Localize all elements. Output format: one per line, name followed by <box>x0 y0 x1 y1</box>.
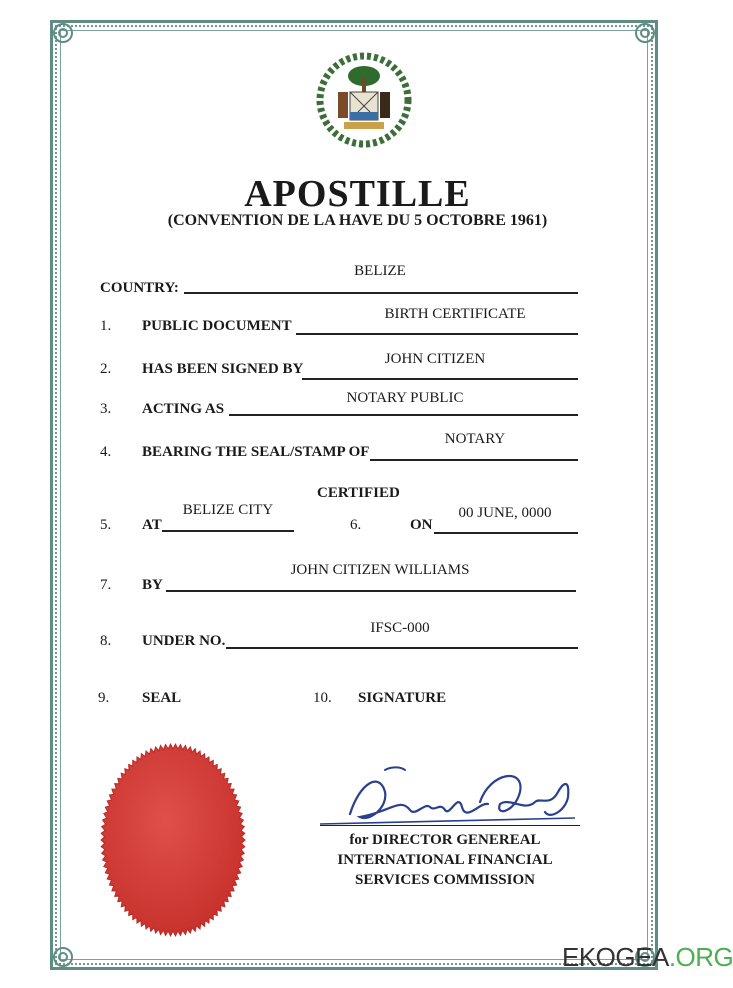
acting-as-line <box>229 414 578 416</box>
seal-stamp-value: NOTARY <box>444 431 506 447</box>
corner-ornament-icon <box>632 20 658 46</box>
signed-by-value: JOHN CITIZEN <box>384 351 486 367</box>
seal-stamp-line <box>370 459 578 461</box>
public-document-label: PUBLIC DOCUMENT <box>142 318 292 334</box>
corner-ornament-icon <box>50 944 76 970</box>
coat-of-arms-emblem <box>314 48 414 158</box>
at-line <box>162 530 294 532</box>
officer-title-line3: SERVICES COMMISSION <box>355 872 535 888</box>
country-line <box>184 292 578 294</box>
under-no-label: UNDER NO. <box>142 633 226 649</box>
item-number: 9. <box>98 690 110 706</box>
by-label: BY <box>142 577 163 593</box>
public-document-value: BIRTH CERTIFICATE <box>384 306 526 322</box>
acting-as-label: ACTING AS <box>142 401 225 417</box>
item-number: 1. <box>100 318 112 334</box>
item-number: 2. <box>100 361 112 377</box>
under-no-value: IFSC-000 <box>370 620 430 636</box>
under-no-line <box>226 647 578 649</box>
item-number: 7. <box>100 577 112 593</box>
item-number: 4. <box>100 444 112 460</box>
item-number: 3. <box>100 401 112 417</box>
officer-title-line2: INTERNATIONAL FINANCIAL <box>337 852 553 868</box>
signature-line <box>320 825 580 826</box>
watermark-main: EKOGEA <box>562 942 669 972</box>
by-line <box>166 590 576 592</box>
country-label: COUNTRY: <box>100 280 179 296</box>
on-value: 00 JUNE, 0000 <box>458 505 552 521</box>
seal-label: SEAL <box>142 690 182 706</box>
document-title: APOSTILLE <box>244 173 471 215</box>
signed-by-line <box>302 378 578 380</box>
red-wax-seal <box>98 740 248 940</box>
acting-as-value: NOTARY PUBLIC <box>346 390 464 406</box>
seal-stamp-label: BEARING THE SEAL/STAMP OF <box>142 444 370 460</box>
item-number: 8. <box>100 633 112 649</box>
watermark-extension: .ORG <box>668 942 733 972</box>
signed-by-label: HAS BEEN SIGNED BY <box>142 361 304 377</box>
item-number: 5. <box>100 517 112 533</box>
handwritten-signature <box>330 762 580 842</box>
corner-ornament-icon <box>50 20 76 46</box>
document-subtitle: (CONVENTION DE LA HAVE DU 5 OCTOBRE 1961) <box>167 212 548 229</box>
at-label: AT <box>142 517 162 533</box>
at-value: BELIZE CITY <box>182 502 274 518</box>
site-watermark <box>562 942 733 973</box>
officer-title-line1: for DIRECTOR GENEREAL <box>349 832 541 848</box>
public-document-line <box>296 333 578 335</box>
on-label: ON <box>410 517 433 533</box>
on-line <box>434 532 578 534</box>
signature-label: SIGNATURE <box>358 690 447 706</box>
item-number: 10. <box>313 690 332 706</box>
country-value: BELIZE <box>354 263 406 279</box>
item-number: 6. <box>350 517 362 533</box>
certified-heading: CERTIFIED <box>317 485 400 501</box>
by-value: JOHN CITIZEN WILLIAMS <box>290 562 470 578</box>
